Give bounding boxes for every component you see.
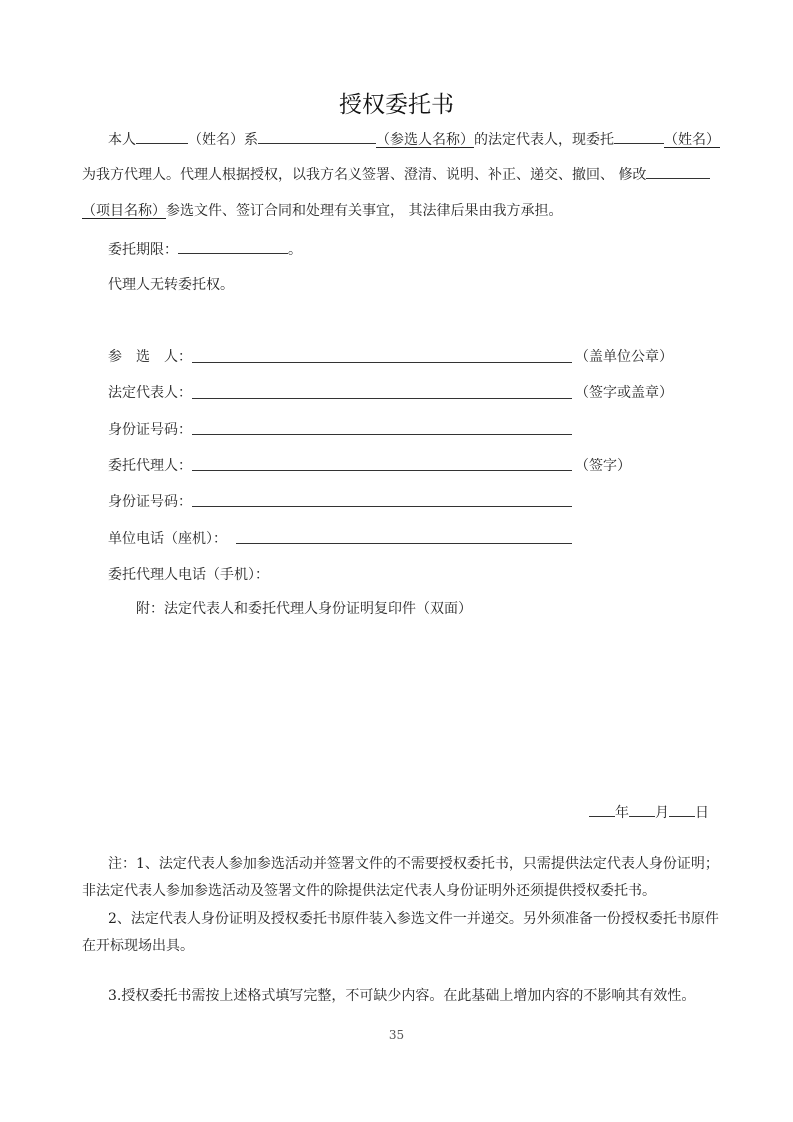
field-label-mobile: 委托代理人电话（手机）： (108, 567, 269, 583)
authorization-line-2 (82, 164, 710, 185)
field-label-agent: 委托代理人： (108, 458, 192, 474)
text-agent-name-label: （姓名） (664, 132, 720, 148)
office-phone-line[interactable] (236, 543, 572, 544)
text-legal-consequence: 参选文件、签订合同和处理有关事宜， 其法律后果由我方承担。 (166, 203, 563, 219)
no-transfer-text: 代理人无转委托权。 (108, 277, 234, 293)
field-label-id-1: 身份证号码： (108, 422, 192, 438)
date-line (589, 802, 709, 823)
field-label-office-phone: 单位电话（座机）： (108, 531, 227, 547)
page-number: 35 (388, 1028, 405, 1042)
day-label: 日 (695, 805, 709, 821)
text-legal-rep: 的法定代表人，现委托 (474, 132, 614, 148)
text-name-label: （姓名）系 (188, 132, 258, 148)
bidder-seal-line[interactable] (192, 362, 572, 363)
name-blank[interactable] (136, 129, 188, 144)
field-note-agent: （签字） (575, 458, 631, 474)
year-blank[interactable] (589, 802, 615, 817)
bidder-name-blank[interactable] (258, 129, 376, 144)
field-label-bidder: 参 选 人： (108, 349, 192, 365)
term-line (108, 239, 302, 260)
note-3: 3.授权委托书需按上述格式填写完整，不可缺少内容。在此基础上增加内容的不影响其有效性。 (108, 988, 696, 1004)
text-project-name: （项目名称） (82, 203, 166, 219)
term-end: 。 (288, 242, 302, 258)
note-2-line-b: 在开标现场出具。 (82, 938, 194, 954)
month-blank[interactable] (629, 802, 655, 817)
id-number-line-2[interactable] (192, 506, 572, 507)
year-label: 年 (615, 805, 629, 821)
document-title: 授权委托书 (339, 92, 454, 118)
term-blank[interactable] (178, 239, 288, 254)
field-note-bidder: （盖单位公章） (575, 349, 673, 365)
agent-name-blank[interactable] (614, 129, 664, 144)
agent-sign-line[interactable] (192, 470, 572, 471)
field-label-id-2: 身份证号码： (108, 494, 192, 510)
month-label: 月 (655, 805, 669, 821)
text-benren: 本人 (108, 132, 136, 148)
attachment-note: 附：法定代表人和委托代理人身份证明复印件（双面） (136, 601, 472, 617)
note-2-line-a: 2、法定代表人身份证明及授权委托书原件装入参选文件一并递交。另外须准备一份授权委托书原件 (108, 911, 719, 927)
authorization-line-3 (82, 201, 562, 221)
day-blank[interactable] (669, 802, 695, 817)
term-label: 委托期限： (108, 242, 178, 258)
field-label-legal-rep: 法定代表人： (108, 385, 192, 401)
note-1-line-a: 注：1、法定代表人参加参选活动并签署文件的不需要授权委托书，只需提供法定代表人身份证明； (108, 856, 719, 872)
text-bidder-label: （参选人名称） (376, 132, 474, 148)
note-1-line-b: 非法定代表人参加参选活动及签署文件的除提供法定代表人身份证明外还须提供授权委托书。 (82, 883, 656, 899)
legal-rep-sign-line[interactable] (192, 398, 572, 399)
authorization-line-1 (108, 129, 720, 150)
id-number-line-1[interactable] (192, 434, 572, 435)
modify-blank[interactable] (646, 164, 710, 179)
field-note-legal-rep: （签字或盖章） (575, 385, 673, 401)
text-authority-scope: 为我方代理人。代理人根据授权，以我方名义签署、澄清、说明、补正、递交、撤回、 修改 (82, 167, 647, 183)
